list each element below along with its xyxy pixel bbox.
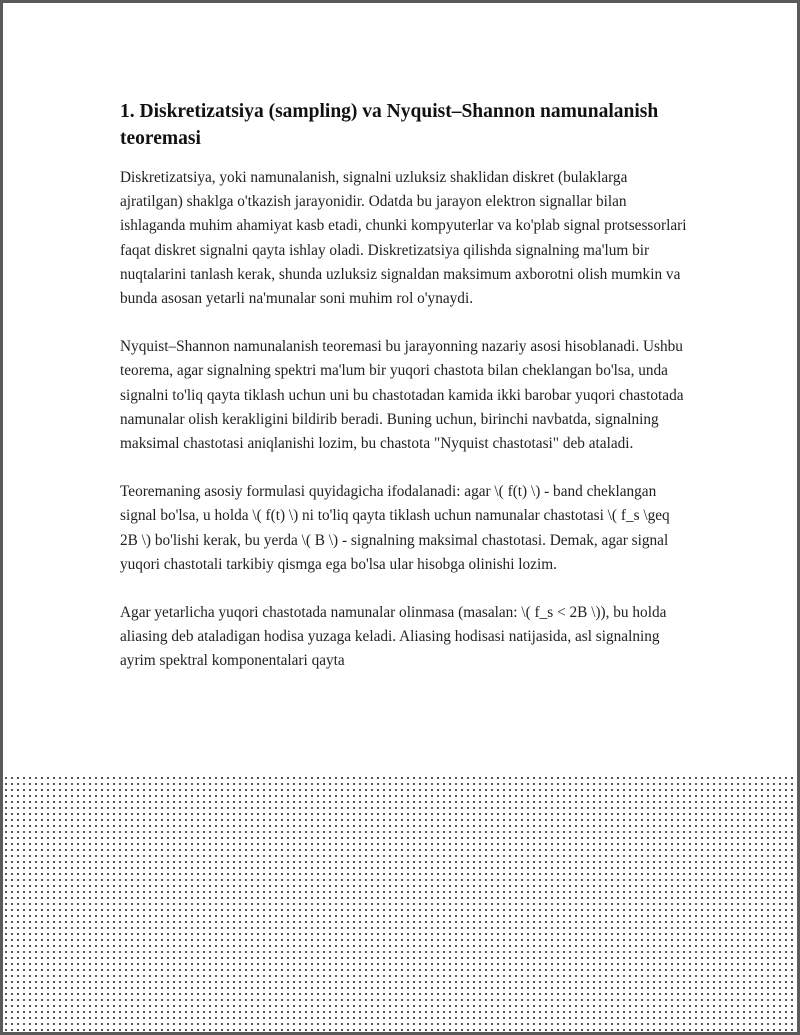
paragraph-1: Diskretizatsiya, yoki namunalanish, signalni uzluksiz shaklidan diskret (bulaklarga ajratilgan) shaklga o'tkazish jarayonidir. Odatda bu jarayon elektron signallar bilan ishlaganda muhim ahamiyat kasb etadi, chunki kompyuterlar va ko'plab signal protsessorlari faqat diskret signalni qayta ishlay oladi. Diskretizatsiya qilishda signalning ma'lum bir nuqtalarini tanlash kerak, shunda uzluksiz signaldan maksimum axborotni olish mumkin va bunda asosan yetarli na'munalar soni muhim rol o'ynaydi. [120, 169, 687, 308]
paragraph-4: Agar yetarlicha yuqori chastotada namunalar olinmasa (masalan: \( f_s < 2B \)), bu holda aliasing deb ataladigan hodisa yuzaga keladi. Aliasing hodisasi natijasida, asl signalning ayrim spektral komponentalari qayta [120, 604, 667, 670]
document-body [120, 98, 690, 698]
section-heading: 1. Diskretizatsiya (sampling) va Nyquist–Shannon namunalanish teoremasi [120, 101, 659, 149]
dotted-mask-overlay [3, 775, 797, 1032]
blur-overlay [3, 775, 797, 1032]
paragraph-2: Nyquist–Shannon namunalanish teoremasi bu jarayonning nazariy asosi hisoblanadi. Ushbu teorema, agar signalning spektri ma'lum bir yuqori chastota bilan cheklangan bo'lsa, unda signalni to'liq qayta tiklash uchun uni bu chastotadan kamida ikki barobar yuqori chastotada namunalar olish kerakligini bildirib beradi. Buning uchun, birinchi navbatda, signalning maksimal chastotasi aniqlanishi lozim, bu chastota "Nyquist chastotasi" deb ataladi. [120, 338, 684, 453]
paragraph-3: Teoremaning asosiy formulasi quyidagicha ifodalanadi: agar \( f(t) \) - band cheklangan signal bo'lsa, u holda \( f(t) \) ni to'liq qayta tiklash uchun namunalar chastotasi \( f_s \geq 2B \) bo'lishi kerak, bu yerda \( B \) - signalning maksimal chastotasi. Demak, agar signal yuqori chastotali tarkibiy qismga ega bo'lsa ular hisobga olinishi lozim. [120, 483, 670, 573]
